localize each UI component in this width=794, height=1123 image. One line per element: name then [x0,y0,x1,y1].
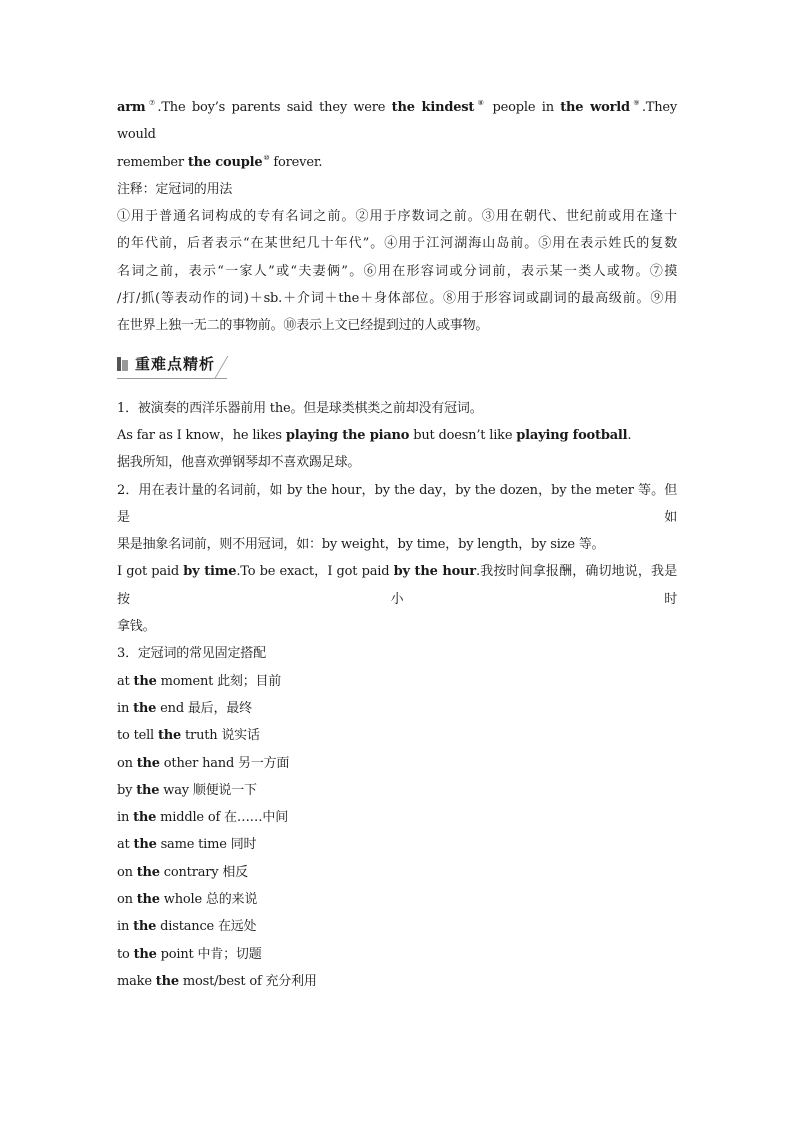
phrase-item [117,941,677,968]
text-run: .They would [117,100,678,143]
bold-word: the world [560,100,630,115]
text-run: .The boy’s parents said they were [157,100,392,115]
phrase-item [117,968,677,995]
bold-phrase: playing football [516,427,628,443]
phrase-prefix: on [117,864,137,880]
point-1-translation: 据我所知，他喜欢弹钢琴却不喜欢踢足球。 [117,455,361,471]
phrase-prefix: by [117,782,137,798]
phrase-article: the [136,782,160,798]
phrase-item [117,913,677,940]
phrase-rest: same time 同时 [156,837,257,853]
notes-line: ①用于普通名词构成的专有名词之前。②用于序数词之前。③用在朝代、世纪前或用在逢十 [117,209,677,225]
intro-line-2 [117,149,677,176]
text-run: remember [117,154,188,170]
phrase-item [117,831,677,858]
note-marker: ⑦ [146,99,158,107]
point-2-example-cont: 拿钱。 [117,619,156,635]
phrase-rest: middle of 在……中间 [156,810,289,826]
text-run: . [627,427,632,443]
phrase-item [117,859,677,886]
phrase-article: the [157,728,182,744]
section-heading [117,350,227,379]
note-marker: ⑧ [475,99,487,107]
bold-phrase: playing the piano [285,427,410,443]
phrase-article: the [133,673,157,689]
bold-phrase: by the hour [393,564,476,580]
phrase-prefix: in [117,810,134,826]
phrase-item [117,804,677,831]
note-marker: ⑩ [263,153,270,162]
point-1-example [117,422,677,449]
phrase-rest: truth 说实话 [181,728,260,744]
phrase-list [117,668,677,996]
section-marker-icon [117,357,129,371]
phrase-rest: end 最后，最终 [156,700,252,716]
bold-word: the couple [187,154,263,170]
phrase-prefix: at [117,673,134,689]
phrase-prefix: at [117,837,134,853]
notes-line: 在世界上独一无二的事物前。⑩表示上文已经提到过的人或事物。 [117,318,489,334]
phrase-rest: way 顺便说一下 [159,782,257,798]
phrase-article: the [155,973,179,989]
bold-word: arm [117,100,146,115]
text-run: I got paid [117,564,184,580]
phrase-item [117,668,677,695]
phrase-prefix: to tell [117,728,158,744]
phrase-article: the [136,892,160,908]
phrase-rest: moment 此刻；目前 [156,673,282,689]
section-title: 重难点精析 [135,354,216,373]
phrase-article: the [136,755,160,771]
point-2-line-2: 果是抽象名词前，则不用冠词，如：by weight，by time，by length，by size 等。 [117,537,605,553]
phrase-prefix: to [117,946,134,962]
phrase-article: the [133,919,157,935]
phrase-rest: distance 在远处 [156,919,257,935]
document-page [117,94,677,995]
bold-word: the kindest [391,100,475,115]
phrase-prefix: in [117,700,134,716]
phrase-item [117,777,677,804]
text-run: people in [486,100,561,115]
bold-phrase: by time [183,564,237,580]
intro-line-1 [117,94,677,149]
phrase-prefix: on [117,892,137,908]
phrase-article: the [133,700,157,716]
phrase-item [117,886,677,913]
point-1-title: 1．被演奏的西洋乐器前用 the。但是球类棋类之前却没有冠词。 [117,400,483,416]
phrase-article: the [133,837,157,853]
text-run: forever. [269,154,323,170]
phrase-item [117,695,677,722]
point-2-line-1: 2．用在表计量的名词前，如 by the hour，by the day，by the dozen，by the meter 等。但是如 [117,482,677,525]
text-run: .To be exact，I got paid [236,564,394,580]
phrase-rest: contrary 相反 [159,864,248,880]
text-run: .我按时间拿报酬，确切地说，我是按小时 [117,564,678,607]
notes-line: /打/抓(等表动作的词)＋sb.＋介词＋the＋身体部位。⑧用于形容词或副词的最高级前。⑨用 [117,291,677,307]
phrase-article: the [133,810,157,826]
phrase-item [117,750,677,777]
heading-slant-divider [215,356,229,378]
notes-line: 名词之前，表示“一家人”或“夫妻俩”。⑥用在形容词或分词前，表示某一类人或物。⑦摸 [117,263,677,279]
phrase-rest: other hand 另一方面 [159,755,290,771]
text-run: but doesn’t like [409,427,517,443]
point-3-title: 3．定冠词的常见固定搭配 [117,646,266,662]
phrase-rest: whole 总的来说 [159,892,258,908]
phrase-article: the [133,946,157,962]
notes-line: 的年代前，后者表示“在某世纪几十年代”。④用于江河湖海山岛前。⑤用在表示姓氏的复数 [117,236,677,252]
phrase-item [117,722,677,749]
phrase-rest: point 中肯；切题 [156,946,262,962]
notes-heading: 注释：定冠词的用法 [117,181,233,197]
text-run: As far as I know，he likes [117,427,286,443]
note-marker: ⑨ [630,99,642,107]
phrase-prefix: in [117,919,134,935]
phrase-article: the [136,864,160,880]
point-2-example [117,558,677,613]
phrase-prefix: make [117,973,156,989]
phrase-prefix: on [117,755,137,771]
phrase-rest: most/best of 充分利用 [178,973,317,989]
